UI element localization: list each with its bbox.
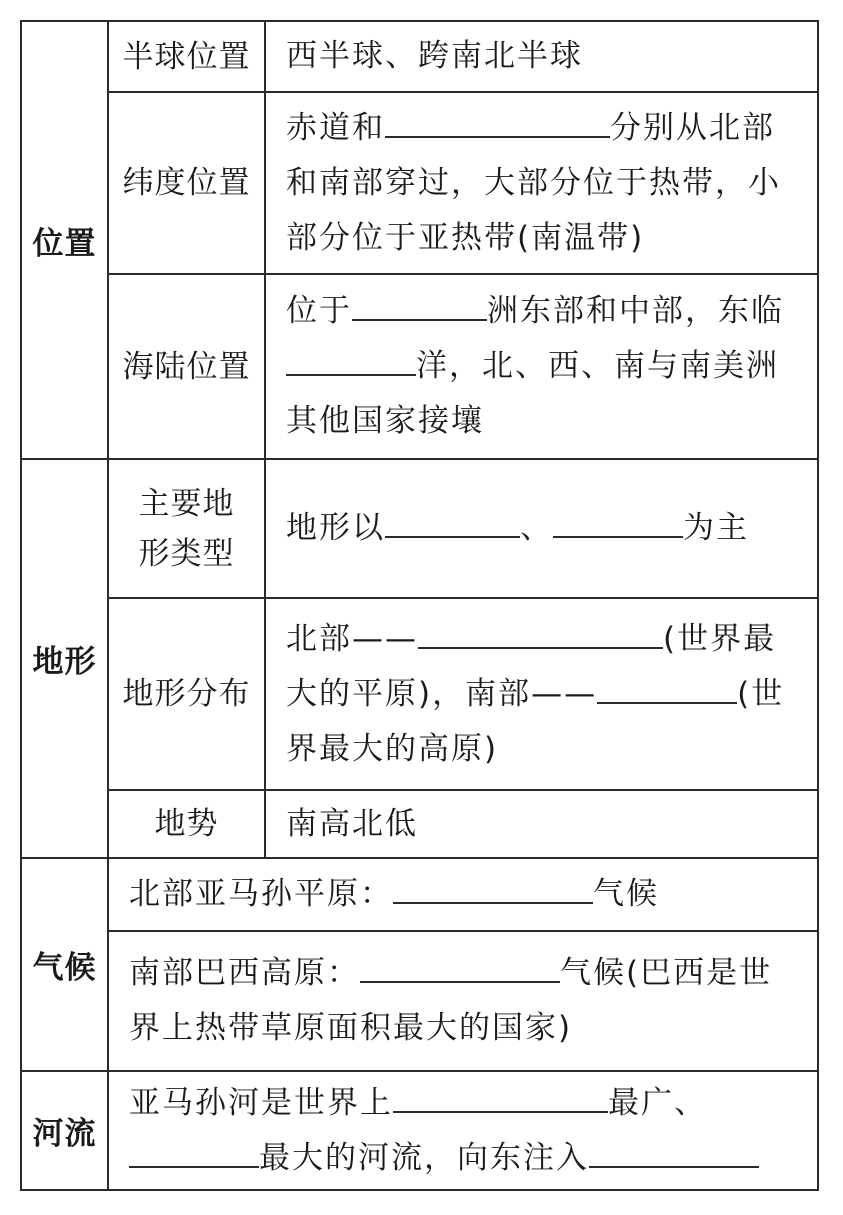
climate-north-text-2: 气候 [593, 876, 659, 912]
terrain-types-label-cell [109, 460, 264, 597]
blank-latitude-line[interactable] [385, 106, 610, 137]
terrain-types-text-1: 地形以 [286, 510, 385, 546]
slope-label: 地势 [154, 806, 219, 842]
terrain-distribution-text-1: 北部—— [286, 620, 418, 657]
latitude-label-cell [109, 93, 264, 273]
climate-label: 气候 [32, 950, 97, 986]
blank-northern-plain[interactable] [418, 617, 663, 648]
hemisphere-label-cell [109, 22, 264, 91]
section-label-terrain [22, 460, 107, 857]
latitude-label: 纬度位置 [122, 165, 251, 201]
land-sea-text-1: 位于 [286, 293, 352, 329]
terrain-types-text-2: 、 [520, 510, 553, 546]
terrain-types-label-line2: 形类型 [138, 535, 235, 572]
land-sea-label: 海陆位置 [122, 348, 251, 385]
river-text-2: 最广、 [608, 1084, 707, 1121]
river-text-1: 亚马孙河是世界上 [129, 1084, 393, 1121]
land-sea-content [266, 275, 817, 458]
blank-ocean[interactable] [286, 345, 416, 376]
terrain-distribution-content [266, 599, 817, 789]
blank-southern-plateau[interactable] [597, 672, 737, 703]
section-label-climate [22, 859, 107, 1070]
climate-north-content [109, 859, 817, 930]
hemisphere-label: 半球位置 [122, 38, 251, 75]
river-content [109, 1072, 817, 1189]
latitude-text-1: 赤道和 [286, 109, 385, 146]
hemisphere-text: 西半球、跨南北半球 [286, 38, 583, 74]
land-sea-text-3: 洋，北、西、南与南美洲其他国家接壤 [286, 348, 779, 439]
blank-river-ocean[interactable] [589, 1136, 759, 1167]
blank-continent[interactable] [352, 290, 487, 321]
hemisphere-content [266, 22, 817, 91]
terrain-distribution-text-2: (世界最大的平原)，南部—— [286, 620, 777, 712]
blank-terrain-type-2[interactable] [553, 507, 683, 538]
latitude-text-2: 分别从北部和南部穿过，大部分位于热带，小部分位于亚热带(南温带) [286, 109, 781, 256]
land-sea-label-cell [109, 275, 264, 458]
terrain-label: 地形 [32, 644, 97, 680]
terrain-distribution-label-cell [109, 599, 264, 789]
position-label: 位置 [32, 225, 97, 262]
river-text-3: 最大的河流，向东注入 [259, 1139, 589, 1176]
blank-north-climate[interactable] [393, 873, 593, 904]
latitude-content [266, 93, 817, 273]
climate-south-text-2: 气候(巴西是世界上热带草原面积最大的国家) [129, 955, 773, 1046]
terrain-types-label-line1: 主要地 [138, 485, 235, 522]
terrain-types-content [266, 460, 817, 597]
climate-north-text-1: 北部亚马孙平原： [129, 876, 393, 912]
terrain-types-text-3: 为主 [683, 510, 749, 546]
section-label-river [22, 1072, 107, 1189]
terrain-distribution-text-3: (世界最大的高原) [286, 675, 785, 767]
section-label-position [22, 22, 107, 458]
terrain-distribution-label: 地形分布 [122, 676, 251, 712]
slope-label-cell [109, 791, 264, 857]
blank-south-climate[interactable] [360, 952, 560, 983]
climate-south-content [109, 932, 817, 1070]
slope-content [266, 791, 817, 857]
blank-terrain-type-1[interactable] [385, 507, 520, 538]
river-label: 河流 [32, 1116, 97, 1152]
climate-south-text-1: 南部巴西高原： [129, 955, 360, 991]
blank-river-measure[interactable] [129, 1136, 259, 1167]
land-sea-text-2: 洲东部和中部，东临 [487, 293, 784, 329]
slope-text: 南高北低 [286, 805, 418, 842]
blank-river-basin[interactable] [393, 1081, 608, 1112]
